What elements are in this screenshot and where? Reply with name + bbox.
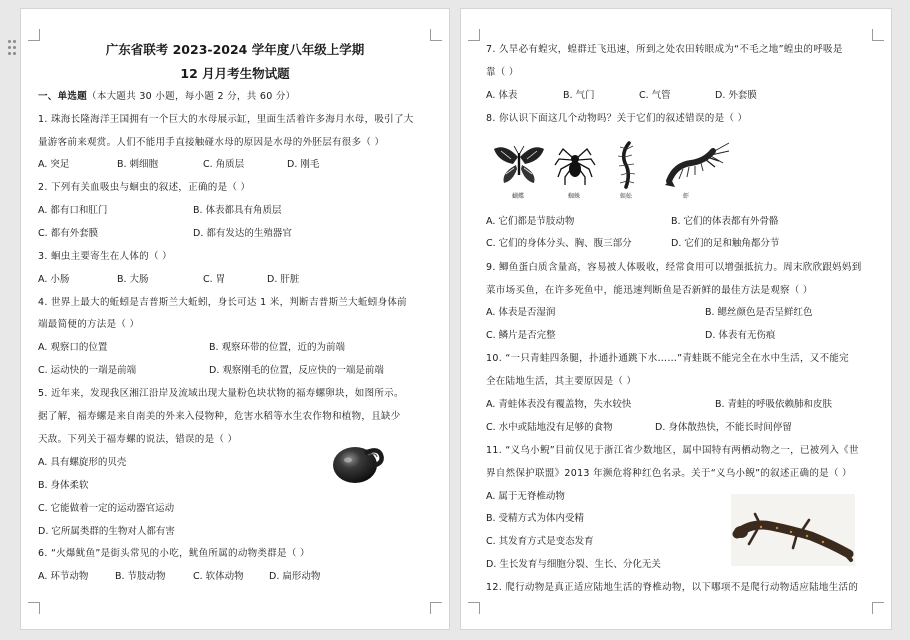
question-text: 7. 久旱必有蝗灾，蝗群迁飞迅速，所到之处农田转眼成为“不毛之地”蝗虫的呼吸是: [486, 44, 843, 55]
option-b: B. 它们的体表都有外骨骼: [671, 216, 779, 227]
image-caption: 蜈蚣: [620, 193, 633, 200]
exam-subtitle: 12 月月考生物试题: [180, 66, 290, 81]
question-text: 12. 爬行动物是真正适应陆地生活的脊椎动物，以下哪项不是爬行动物适应陆地生活的: [486, 582, 859, 593]
question-text: 全在陆地生活，其主要原因是（ ）: [486, 376, 637, 387]
option-c: C. 都有外套膜: [38, 228, 99, 239]
question-text: 靠（ ）: [486, 67, 519, 78]
option-d: D. 外套膜: [715, 90, 757, 101]
option-a: A. 属于无脊椎动物: [486, 491, 565, 502]
option-d: D. 身体散热快，不能长时间停留: [655, 422, 792, 433]
option-c: C. 其发育方式是变态发育: [486, 536, 594, 547]
option-c: C. 软体动物: [193, 571, 244, 582]
option-a: A. 都有口和肛门: [38, 205, 108, 216]
document-page-right: [460, 8, 892, 630]
option-a: A. 环节动物: [38, 571, 89, 582]
option-a: A. 体表: [486, 90, 518, 101]
question-text: 菜市场买鱼，在许多死鱼中，能迅速判断鱼是否新鲜的最佳方法是观察（ ）: [486, 285, 813, 296]
drag-handle-icon[interactable]: [8, 40, 18, 58]
option-c: C. 水中或陆地没有足够的食物: [486, 422, 613, 433]
option-c: C. 运动快的一端是前端: [38, 365, 137, 376]
spider-image: [553, 143, 597, 187]
crop-mark-icon: [28, 29, 40, 41]
option-a: A. 具有螺旋形的贝壳: [38, 457, 127, 468]
centipede-image: [615, 141, 641, 191]
image-caption: 蜘蛛: [568, 193, 581, 200]
option-c: C. 气管: [639, 90, 671, 101]
option-a: A. 观察口的位置: [38, 342, 108, 353]
option-b: B. 气门: [563, 90, 595, 101]
option-c: C. 它们的身体分头、胸、腹三部分: [486, 238, 632, 249]
option-a: A. 青蛙体表没有覆盖物，失水较快: [486, 399, 632, 410]
question-text: 5. 近年来，发现我区湘江沿岸及流域出现大量粉色块状物的福寿螺卵块，如图所示。: [38, 388, 404, 399]
crop-mark-icon: [28, 602, 40, 614]
option-b: B. 大肠: [117, 274, 149, 285]
option-c: C. 胃: [203, 274, 226, 285]
question-text: 6. “火爆鱿鱼”是街头常见的小吃，鱿鱼所属的动物类群是（ ）: [38, 548, 310, 559]
crop-mark-icon: [430, 602, 442, 614]
option-b: B. 鳃丝颜色是否呈鲜红色: [705, 307, 813, 318]
question-text: 天敌。下列关于福寿螺的说法，错误的是（ ）: [38, 434, 238, 445]
question-text: 界自然保护联盟》2013 年濒危将种红色名录。关于“义乌小鲵”的叙述正确的是（ ）: [486, 468, 852, 479]
option-d: D. 观察刚毛的位置，反应快的一端是前端: [209, 365, 384, 376]
butterfly-image: [491, 143, 547, 187]
question-text: 1. 珠海长隆海洋王国拥有一个巨大的水母展示缸，里面生活着许多海月水母，吸引了大: [38, 114, 414, 125]
crop-mark-icon: [468, 602, 480, 614]
option-a: A. 体表是否湿润: [486, 307, 556, 318]
option-b: B. 青蛙的呼吸依赖肺和皮肤: [715, 399, 833, 410]
option-d: D. 肝脏: [267, 274, 300, 285]
question-text: 据了解，福寿螺是来自南美的外来入侵物种，危害水稻等水生农作物和植物，且缺少: [38, 411, 401, 422]
question-text: 8. 你认识下面这几个动物吗？关于它们的叙述错误的是（ ）: [486, 113, 748, 124]
option-a: A. 小肠: [38, 274, 70, 285]
question-text: 3. 蛔虫主要寄生在人体的（ ）: [38, 251, 172, 262]
option-b: B. 刺细胞: [117, 159, 159, 170]
question-text: 10. “一只青蛙四条腿，扑通扑通跳下水……”青蛙既不能完全在水中生活，又不能完: [486, 353, 849, 364]
option-b: B. 观察环带的位置，近的为前端: [209, 342, 346, 353]
image-caption: 蝴蝶: [512, 193, 525, 200]
option-d: D. 都有发达的生殖器官: [193, 228, 292, 239]
section-note: （本大题共 30 小题，每小题 2 分，共 60 分）: [87, 91, 296, 102]
question-text: 9. 鲫鱼蛋白质含量高，容易被人体吸收，经常食用可以增强抵抗力。周末欣欣跟妈妈到: [486, 262, 862, 273]
question-text: 4. 世界上最大的蚯蚓是吉普斯兰大蚯蚓，身长可达 1 米，判断吉普斯兰大蚯蚓身体前: [38, 297, 407, 308]
apple-snail-image: [328, 441, 388, 485]
section-heading: 一、单选题: [38, 91, 88, 102]
exam-title: 广东省联考 2023-2024 学年度八年级上学期: [105, 42, 365, 57]
question-text: 端最简便的方法是（ ）: [38, 319, 140, 330]
option-b: B. 节肢动物: [115, 571, 166, 582]
option-a: A. 突足: [38, 159, 70, 170]
option-d: D. 扁形动物: [269, 571, 321, 582]
option-d: D. 生长发育与细胞分裂、生长、分化无关: [486, 559, 661, 570]
option-b: B. 受精方式为体内受精: [486, 513, 585, 524]
shrimp-image: [661, 141, 731, 189]
option-c: C. 角质层: [203, 159, 245, 170]
option-d: D. 体表有无伤痕: [705, 330, 776, 341]
option-a: A. 它们都是节肢动物: [486, 216, 575, 227]
crop-mark-icon: [872, 602, 884, 614]
option-b: B. 身体柔软: [38, 480, 89, 491]
question-text: 2. 下列有关血吸虫与蛔虫的叙述，正确的是（ ）: [38, 182, 251, 193]
image-caption: 虾: [683, 193, 690, 200]
option-c: C. 它能做着一定的运动器官运动: [38, 503, 175, 514]
option-c: C. 鳞片是否完整: [486, 330, 556, 341]
crop-mark-icon: [872, 29, 884, 41]
document-page-left: [20, 8, 450, 630]
option-b: B. 体表都具有角质层: [193, 205, 282, 216]
question-text: 量游客前来观赏。人们不能用手直接触碰水母的原因是水母的外胚层有很多（ ）: [38, 137, 385, 148]
section-heading-line: [38, 91, 295, 103]
option-d: D. 刚毛: [287, 159, 320, 170]
crop-mark-icon: [430, 29, 442, 41]
question-text: 11. “义乌小鲵”目前仅见于浙江省少数地区，属中国特有两栖动物之一，已被列入《世: [486, 445, 859, 456]
salamander-image: [731, 494, 855, 566]
crop-mark-icon: [468, 29, 480, 41]
option-d: D. 它所属类群的生物对人都有害: [38, 526, 175, 537]
option-d: D. 它们的足和触角都分节: [671, 238, 780, 249]
